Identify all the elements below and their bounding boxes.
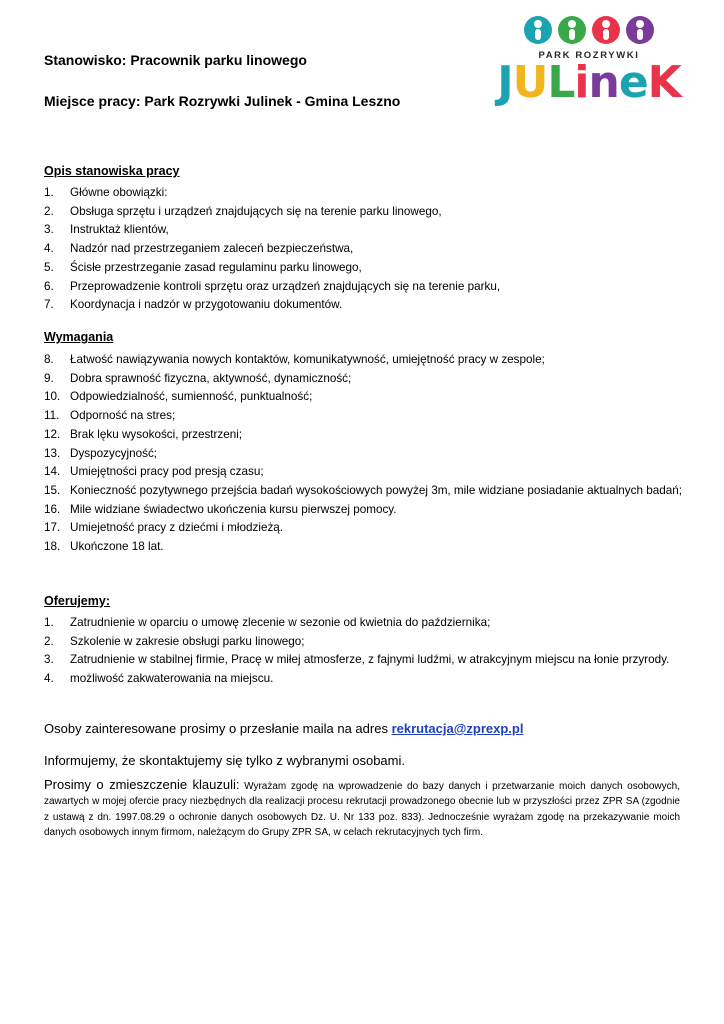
recruitment-email-link[interactable]: rekrutacja@zprexp.pl — [391, 721, 524, 736]
list-item-number: 10. — [44, 390, 61, 404]
list-item-text: Główne obowiązki: — [70, 186, 168, 199]
list-item-number: 4. — [44, 242, 54, 256]
list-item-text: możliwość zakwaterowania na miejscu. — [70, 672, 274, 686]
requirements-list — [44, 351, 684, 557]
offer-heading: Oferujemy: — [44, 594, 110, 608]
list-item-number: 15. — [44, 483, 61, 497]
list-item-text: Ukończone 18 lat. — [70, 540, 164, 554]
list-item — [44, 633, 684, 652]
list-item — [44, 259, 684, 278]
list-item-text: Nadzór nad przestrzeganiem zaleceń bezpieczeństwa, — [70, 242, 354, 256]
dancer-icon — [558, 16, 586, 44]
list-item — [44, 463, 684, 482]
contact-paragraph — [44, 721, 680, 736]
list-item-text: Zatrudnienie w stabilnej firmie, Pracę w miłej atmosferze, z fajnymi ludźmi, w atrakcyjnym miejscu na łonie przyrody. — [70, 653, 670, 667]
list-item-text: Instruktaż klientów, — [70, 223, 169, 237]
cyclist-icon — [626, 16, 654, 44]
list-item-number: 2. — [44, 634, 54, 648]
list-item-number: 6. — [44, 279, 54, 293]
logo-letter: n — [588, 57, 619, 108]
logo-subtitle: PARK ROZRYWKI — [538, 50, 640, 61]
requirements-heading: Wymagania — [44, 330, 114, 344]
list-item — [44, 614, 684, 633]
list-item — [44, 388, 684, 407]
list-item — [44, 240, 684, 259]
list-item-number: 9. — [44, 371, 54, 385]
workplace-title: Miejsce pracy: Park Rozrywki Julinek - Gmina Leszno — [44, 93, 401, 109]
list-item-number: 8. — [44, 353, 54, 366]
list-item-number: 14. — [44, 465, 61, 479]
list-item-number: 7. — [44, 298, 54, 312]
list-item-number: 16. — [44, 502, 61, 516]
list-item-number: 4. — [44, 672, 54, 686]
logo-letter: L — [547, 57, 575, 108]
list-item-text: Koordynacja i nadzór w przygotowaniu dokumentów. — [70, 298, 343, 312]
list-item — [44, 370, 684, 389]
list-item-number: 1. — [44, 186, 54, 199]
contact-text: Osoby zainteresowane prosimy o przesłanie maila na adres — [44, 721, 392, 736]
clause-lead: Prosimy o zmieszczenie klauzuli: — [44, 777, 240, 792]
julinek-logo — [486, 16, 692, 124]
list-item-number: 11. — [44, 409, 60, 423]
list-item — [44, 278, 684, 297]
list-item-text: Łatwość nawiązywania nowych kontaktów, komunikatywność, umiejętność pracy w zespole; — [70, 353, 545, 366]
job-description-heading: Opis stanowiska pracy — [44, 164, 180, 178]
list-item-number: 3. — [44, 223, 54, 237]
list-item — [44, 445, 684, 464]
list-item — [44, 203, 684, 222]
clause-body: Wyrażam zgodę na wprowadzenie do bazy danych i przetwarzanie moich danych osobowych, zawartych w mojej ofercie pracy niezbędnych dla realizacji procesu rekrutacji prowadzonego obecnie lub w przyszłości przez ZPR SA (zgodnie z ustawą z dn. 1997.08.29 o ochronie danych osobowych Dz. U. Nr 133 poz. 833). Jednocześnie wyrażam zgodę na przekazywanie moich danych osobowych innym firmom, należącym do Grupy ZPR SA, w celach rekrutacyjnych tych firm. — [44, 781, 680, 838]
list-item-text: Dyspozycyjność; — [70, 446, 158, 460]
list-item-number: 5. — [44, 260, 54, 274]
logo-wordmark — [486, 57, 692, 108]
list-item — [44, 651, 684, 670]
list-item — [44, 221, 684, 240]
list-item-text: Odporność na stres; — [70, 409, 176, 423]
list-item-text: Umiejętności pracy pod presją czasu; — [70, 465, 264, 479]
list-item — [44, 538, 684, 557]
list-item-number: 1. — [44, 616, 54, 629]
list-item-text: Obsługa sprzętu i urządzeń znajdujących się na terenie parku linowego, — [70, 204, 442, 218]
list-item — [44, 519, 684, 538]
list-item-text: Przeprowadzenie kontroli sprzętu oraz urządzeń znajdujących się na terenie parku, — [70, 279, 501, 293]
list-item-number: 18. — [44, 540, 61, 554]
list-item-text: Konieczność pozytywnego przejścia badań wysokościowych powyżej 3m, mile widziane posiadanie aktualnych badań; — [70, 483, 682, 497]
list-item-number: 17. — [44, 521, 61, 535]
list-item — [44, 670, 684, 689]
list-item-number: 12. — [44, 427, 61, 441]
logo-letter: K — [647, 57, 681, 108]
list-item-text: Zatrudnienie w oparciu o umowę zlecenie w sezonie od kwietnia do października; — [70, 616, 491, 629]
list-item-text: Szkolenie w zakresie obsługi parku linowego; — [70, 634, 305, 648]
list-item — [44, 184, 684, 203]
list-item-text: Ścisłe przestrzeganie zasad regulaminu parku linowego, — [70, 260, 362, 274]
list-item-number: 13. — [44, 446, 61, 460]
list-item-text: Mile widziane świadectwo ukończenia kursu pierwszej pomocy. — [70, 502, 397, 516]
position-title: Stanowisko: Pracownik parku linowego — [44, 52, 307, 68]
list-item — [44, 296, 684, 315]
list-item — [44, 426, 684, 445]
dribbler-icon — [592, 16, 620, 44]
logo-letter: U — [512, 57, 548, 108]
list-item-text: Umiejetność pracy z dziećmi i młodzieżą. — [70, 521, 284, 535]
list-item-text: Brak lęku wysokości, przestrzeni; — [70, 427, 243, 441]
list-item — [44, 351, 684, 370]
list-item-text: Odpowiedzialność, sumienność, punktualność; — [70, 390, 313, 404]
list-item-text: Dobra sprawność fizyczna, aktywność, dynamiczność; — [70, 371, 352, 385]
logo-icons — [486, 16, 692, 44]
list-item-number: 3. — [44, 653, 54, 667]
job-description-list — [44, 184, 684, 315]
logo-letter: e — [618, 57, 648, 108]
list-item — [44, 482, 684, 501]
list-item — [44, 501, 684, 520]
offer-list — [44, 614, 684, 689]
inform-paragraph: Informujemy, że skontaktujemy się tylko z wybranymi osobami. — [44, 753, 405, 768]
footballer-icon — [524, 16, 552, 44]
logo-letter: J — [497, 57, 513, 108]
logo-letter: i — [574, 57, 589, 108]
list-item-number: 2. — [44, 204, 54, 218]
list-item — [44, 407, 684, 426]
consent-clause — [44, 777, 680, 840]
